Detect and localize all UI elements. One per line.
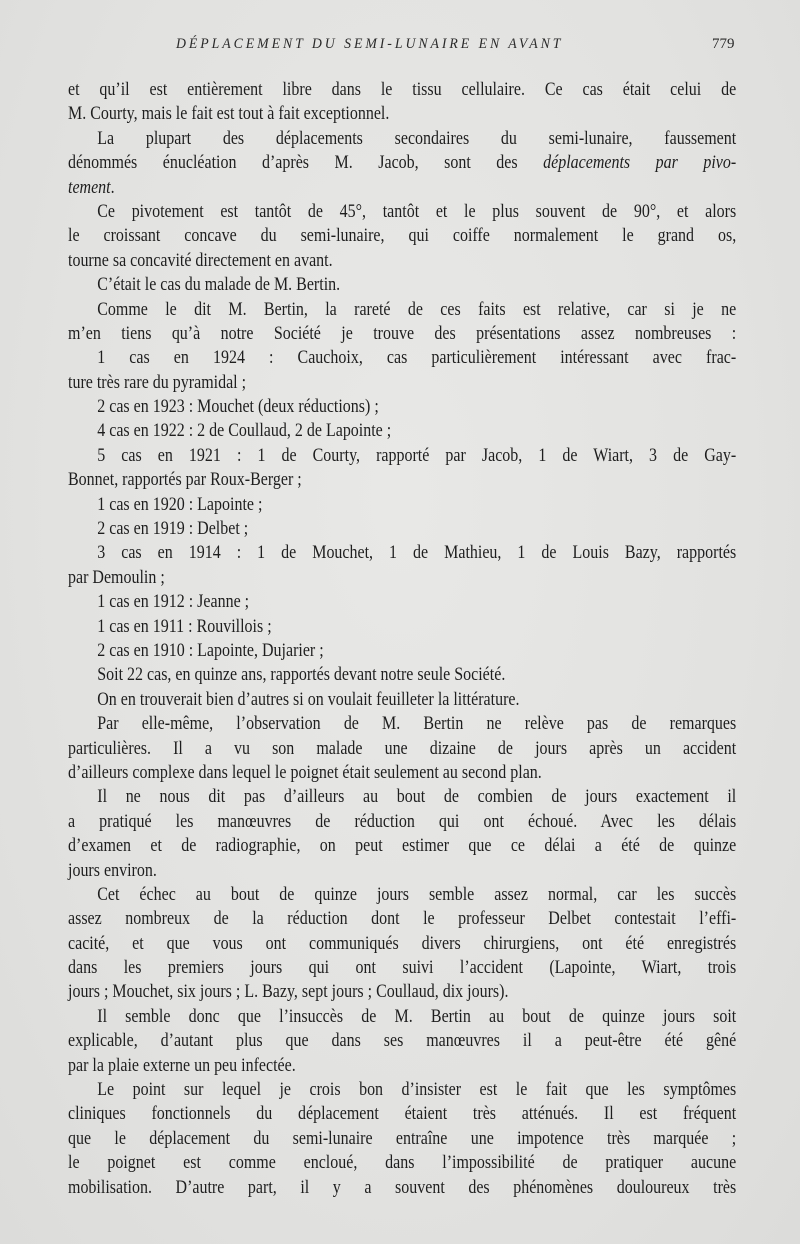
text-line-content: Cet échec au bout de quinze jours semble assez normal, car les succès <box>97 883 737 905</box>
text-line <box>68 737 736 761</box>
text-line <box>68 493 736 517</box>
text-line <box>68 346 736 370</box>
text-line-content: dans les premiers jours qui ont suivi l’accident (Lapointe, Wiart, trois <box>68 957 737 979</box>
text-line-content: Il ne nous dit pas d’ailleurs au bout de combien de jours exactement il <box>97 786 737 808</box>
text-line <box>68 590 736 614</box>
text-line <box>68 810 736 834</box>
body-text <box>68 78 736 1200</box>
text-line-content: C’était le cas du malade de M. Bertin. <box>97 274 341 296</box>
text-line-content: Soit 22 cas, en quinze ans, rapportés devant notre seule Société. <box>97 664 506 686</box>
text-line <box>68 1176 736 1200</box>
text-line-content: M. Courty, mais le fait est tout à fait exceptionnel. <box>68 103 390 125</box>
text-line-content: Ce pivotement est tantôt de 45°, tantôt et le plus souvent de 90°, et alors <box>97 200 737 222</box>
text-line <box>68 1029 736 1053</box>
text-line <box>68 298 736 322</box>
text-line-content: Il semble donc que l’insuccès de M. Bertin au bout de quinze jours soit <box>97 1005 737 1027</box>
text-line-content: m’en tiens qu’à notre Société je trouve des présentations assez nombreuses : <box>68 322 737 344</box>
text-line-content: assez nombreux de la réduction dont le professeur Delbet contestait l’effi- <box>68 908 737 930</box>
text-line-content: tourne sa concavité directement en avant. <box>68 249 333 271</box>
italic-emphasis: déplacements par pivo- <box>543 152 737 174</box>
text-line-content: 4 cas en 1922 : 2 de Coullaud, 2 de Lapointe ; <box>97 420 392 442</box>
text-line <box>68 688 736 712</box>
text-line <box>68 78 736 102</box>
text-line-content: particulières. Il a vu son malade une dizaine de jours après un accident <box>68 737 737 759</box>
text-line <box>68 1005 736 1029</box>
text-line <box>68 444 736 468</box>
text-line-content: le croissant concave du semi-lunaire, qui coiffe normalement le grand os, <box>68 225 737 247</box>
text-line-content: et qu’il est entièrement libre dans le tissu cellulaire. Ce cas était celui de <box>68 79 737 100</box>
text-line-content: Le point sur lequel je crois bon d’insister est le fait que les symptômes <box>97 1079 737 1101</box>
text-line <box>68 883 736 907</box>
text-line <box>68 176 736 200</box>
italic-emphasis: tement <box>68 176 111 198</box>
text-line-content: ture très rare du pyramidal ; <box>68 371 247 393</box>
text-line-content: 1 cas en 1920 : Lapointe ; <box>97 493 263 515</box>
text-line <box>68 249 736 273</box>
text-line <box>68 371 736 395</box>
running-head <box>0 36 800 60</box>
page-number: 779 <box>712 36 735 52</box>
text-line-content: explicable, d’autant plus que dans ses manœuvres il a peut-être été gêné <box>68 1030 737 1052</box>
text-line-content: par Demoulin ; <box>68 566 165 588</box>
text-line <box>68 980 736 1004</box>
text-line <box>68 566 736 590</box>
text-line <box>68 932 736 956</box>
text-line-content: La plupart des déplacements secondaires du semi-lunaire, faussement <box>97 127 737 149</box>
text-line <box>68 907 736 931</box>
text-line-content: Par elle-même, l’observation de M. Bertin ne relève pas de remarques <box>97 713 737 735</box>
text-line <box>68 322 736 346</box>
text-line-content: cacité, et que vous ont communiqués divers chirurgiens, ont été enregistrés <box>68 932 737 954</box>
text-line-content: 1 cas en 1912 : Jeanne ; <box>97 591 250 613</box>
text-line <box>68 956 736 980</box>
text-line <box>68 541 736 565</box>
text-line <box>68 639 736 663</box>
text-line <box>68 785 736 809</box>
text-line-content: 1 cas en 1924 : Cauchoix, cas particulièrement intéressant avec frac- <box>97 347 737 369</box>
text-line-content: 1 cas en 1911 : Rouvillois ; <box>97 615 272 637</box>
text-line-content: Bonnet, rapportés par Roux-Berger ; <box>68 469 302 491</box>
running-title: DÉPLACEMENT DU SEMI-LUNAIRE EN AVANT <box>176 36 564 52</box>
text-line-content: jours environ. <box>68 859 157 881</box>
text-line <box>68 615 736 639</box>
text-line <box>68 1127 736 1151</box>
text-line <box>68 517 736 541</box>
text-line-content: 2 cas en 1919 : Delbet ; <box>97 518 249 540</box>
text-line-content: d’ailleurs complexe dans lequel le poignet était seulement au second plan. <box>68 761 542 783</box>
text-line-content: On en trouverait bien d’autres si on voulait feuilleter la littérature. <box>97 688 520 710</box>
text-line-content: 5 cas en 1921 : 1 de Courty, rapporté par Jacob, 1 de Wiart, 3 de Gay- <box>97 444 737 466</box>
text-line-content: cliniques fonctionnels du déplacement étaient très atténués. Il est fréquent <box>68 1103 737 1125</box>
text-line <box>68 1151 736 1175</box>
text-line <box>68 761 736 785</box>
text-line-content: d’examen et de radiographie, on peut estimer que ce délai a été de quinze <box>68 835 737 857</box>
text-line-content: jours ; Mouchet, six jours ; L. Bazy, sept jours ; Coullaud, dix jours). <box>68 981 509 1003</box>
text-line-content: que le déplacement du semi-lunaire entraîne une impotence très marquée ; <box>68 1127 737 1149</box>
text-line <box>68 200 736 224</box>
text-line <box>68 663 736 687</box>
text-line <box>68 151 736 175</box>
text-line-content: le poignet est comme encloué, dans l’impossibilité de pratiquer aucune <box>68 1152 737 1174</box>
text-line <box>68 102 736 126</box>
text-line-tail: . <box>110 176 115 198</box>
text-line-content: a pratiqué les manœuvres de réduction qui ont échoué. Avec les délais <box>68 810 737 832</box>
text-line <box>68 1102 736 1126</box>
text-line-content: par la plaie externe un peu infectée. <box>68 1054 296 1076</box>
text-line <box>68 468 736 492</box>
text-line <box>68 224 736 248</box>
text-line-content: 3 cas en 1914 : 1 de Mouchet, 1 de Mathieu, 1 de Louis Bazy, rapportés <box>97 542 737 564</box>
text-line-content: 2 cas en 1923 : Mouchet (deux réductions) ; <box>97 396 379 418</box>
text-line <box>68 1054 736 1078</box>
text-line <box>68 712 736 736</box>
text-line <box>68 1078 736 1102</box>
text-line <box>68 273 736 297</box>
text-line <box>68 419 736 443</box>
text-line-content: mobilisation. D’autre part, il y a souvent des phénomènes douloureux très <box>68 1176 737 1198</box>
text-line <box>68 834 736 858</box>
text-line-content: 2 cas en 1910 : Lapointe, Dujarier ; <box>97 639 324 661</box>
text-line <box>68 859 736 883</box>
text-line <box>68 127 736 151</box>
text-line-content: dénommés énucléation d’après M. Jacob, sont des <box>68 152 544 174</box>
text-line-content: Comme le dit M. Bertin, la rareté de ces faits est relative, car si je ne <box>97 298 737 320</box>
text-line <box>68 395 736 419</box>
